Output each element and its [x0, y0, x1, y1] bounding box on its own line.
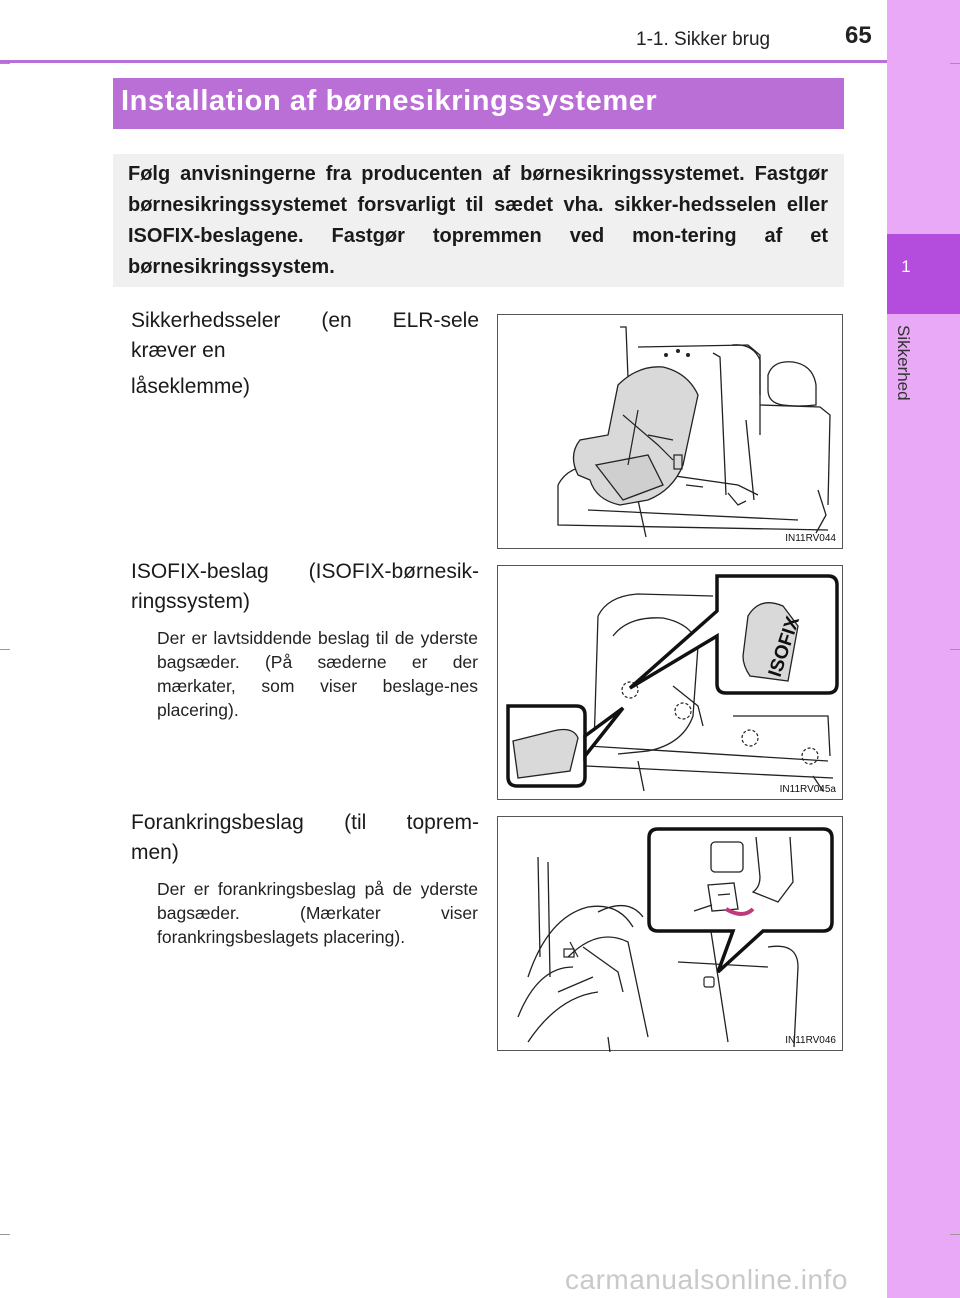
- intro-box: [113, 154, 844, 287]
- figure-isofix-installation: [497, 565, 843, 800]
- crop-mark: [950, 63, 960, 64]
- section-title-bar: [113, 78, 844, 129]
- item-desc-tether: Der er forankringsbeslag på de yderste bagsæder. (Mærkater viser forankringsbeslagets placering).: [157, 879, 478, 947]
- figure-code: IN11RV045a: [779, 784, 836, 795]
- watermark: carmanualsonline.info: [565, 1264, 848, 1295]
- figure-code: IN11RV046: [785, 1035, 836, 1046]
- item-title-seatbelt-line3: låseklemme): [131, 375, 251, 398]
- crop-mark: [0, 63, 10, 64]
- figure-tether-anchor: [497, 816, 843, 1051]
- isofix-label: ISOFIX: [764, 613, 805, 680]
- item-title-isofix-line1: ISOFIX-beslag (ISOFIX-børnesik-: [131, 560, 479, 583]
- figure-seatbelt-installation: [497, 314, 843, 549]
- section-title: Installation af børnesikringssystemer: [121, 85, 658, 117]
- item-desc-isofix: Der er lavtsiddende beslag til de yderste bagsæder. (På sæderne er der mærkater, som viser beslage-nes placering).: [157, 628, 478, 720]
- crop-mark: [0, 1234, 10, 1235]
- crop-mark: [0, 649, 10, 650]
- chapter-number: 1: [901, 257, 911, 276]
- seatbelt-illustration: [498, 315, 844, 550]
- page-number: 65: [845, 22, 872, 49]
- item-title-tether-line1: Forankringsbeslag (til toprem-: [131, 811, 479, 834]
- isofix-illustration: [498, 566, 844, 801]
- crop-mark: [950, 1234, 960, 1235]
- chapter-title: 1-1. Sikker brug: [636, 29, 771, 50]
- chapter-label: Sikkerhed: [894, 325, 913, 401]
- item-title-seatbelt-line2: kræver en: [131, 339, 226, 362]
- item-title-tether-line2: men): [131, 841, 179, 864]
- item-title-seatbelt-line1: Sikkerhedsseler (en ELR-sele: [131, 309, 479, 332]
- tether-illustration: [498, 817, 844, 1052]
- figure-code: IN11RV044: [785, 533, 836, 544]
- crop-mark: [950, 649, 960, 650]
- header-divider: [0, 60, 887, 63]
- item-title-isofix-line2: ringssystem): [131, 590, 251, 613]
- intro-text: Følg anvisningerne fra producenten af børnesikringssystemet. Fastgør børnesikringssystemet forsvarligt til sædet vha. sikker-hedsselen eller ISOFIX-beslagene. Fastgør topremmen ved mon-tering af et børnesikringssystem.: [128, 163, 828, 278]
